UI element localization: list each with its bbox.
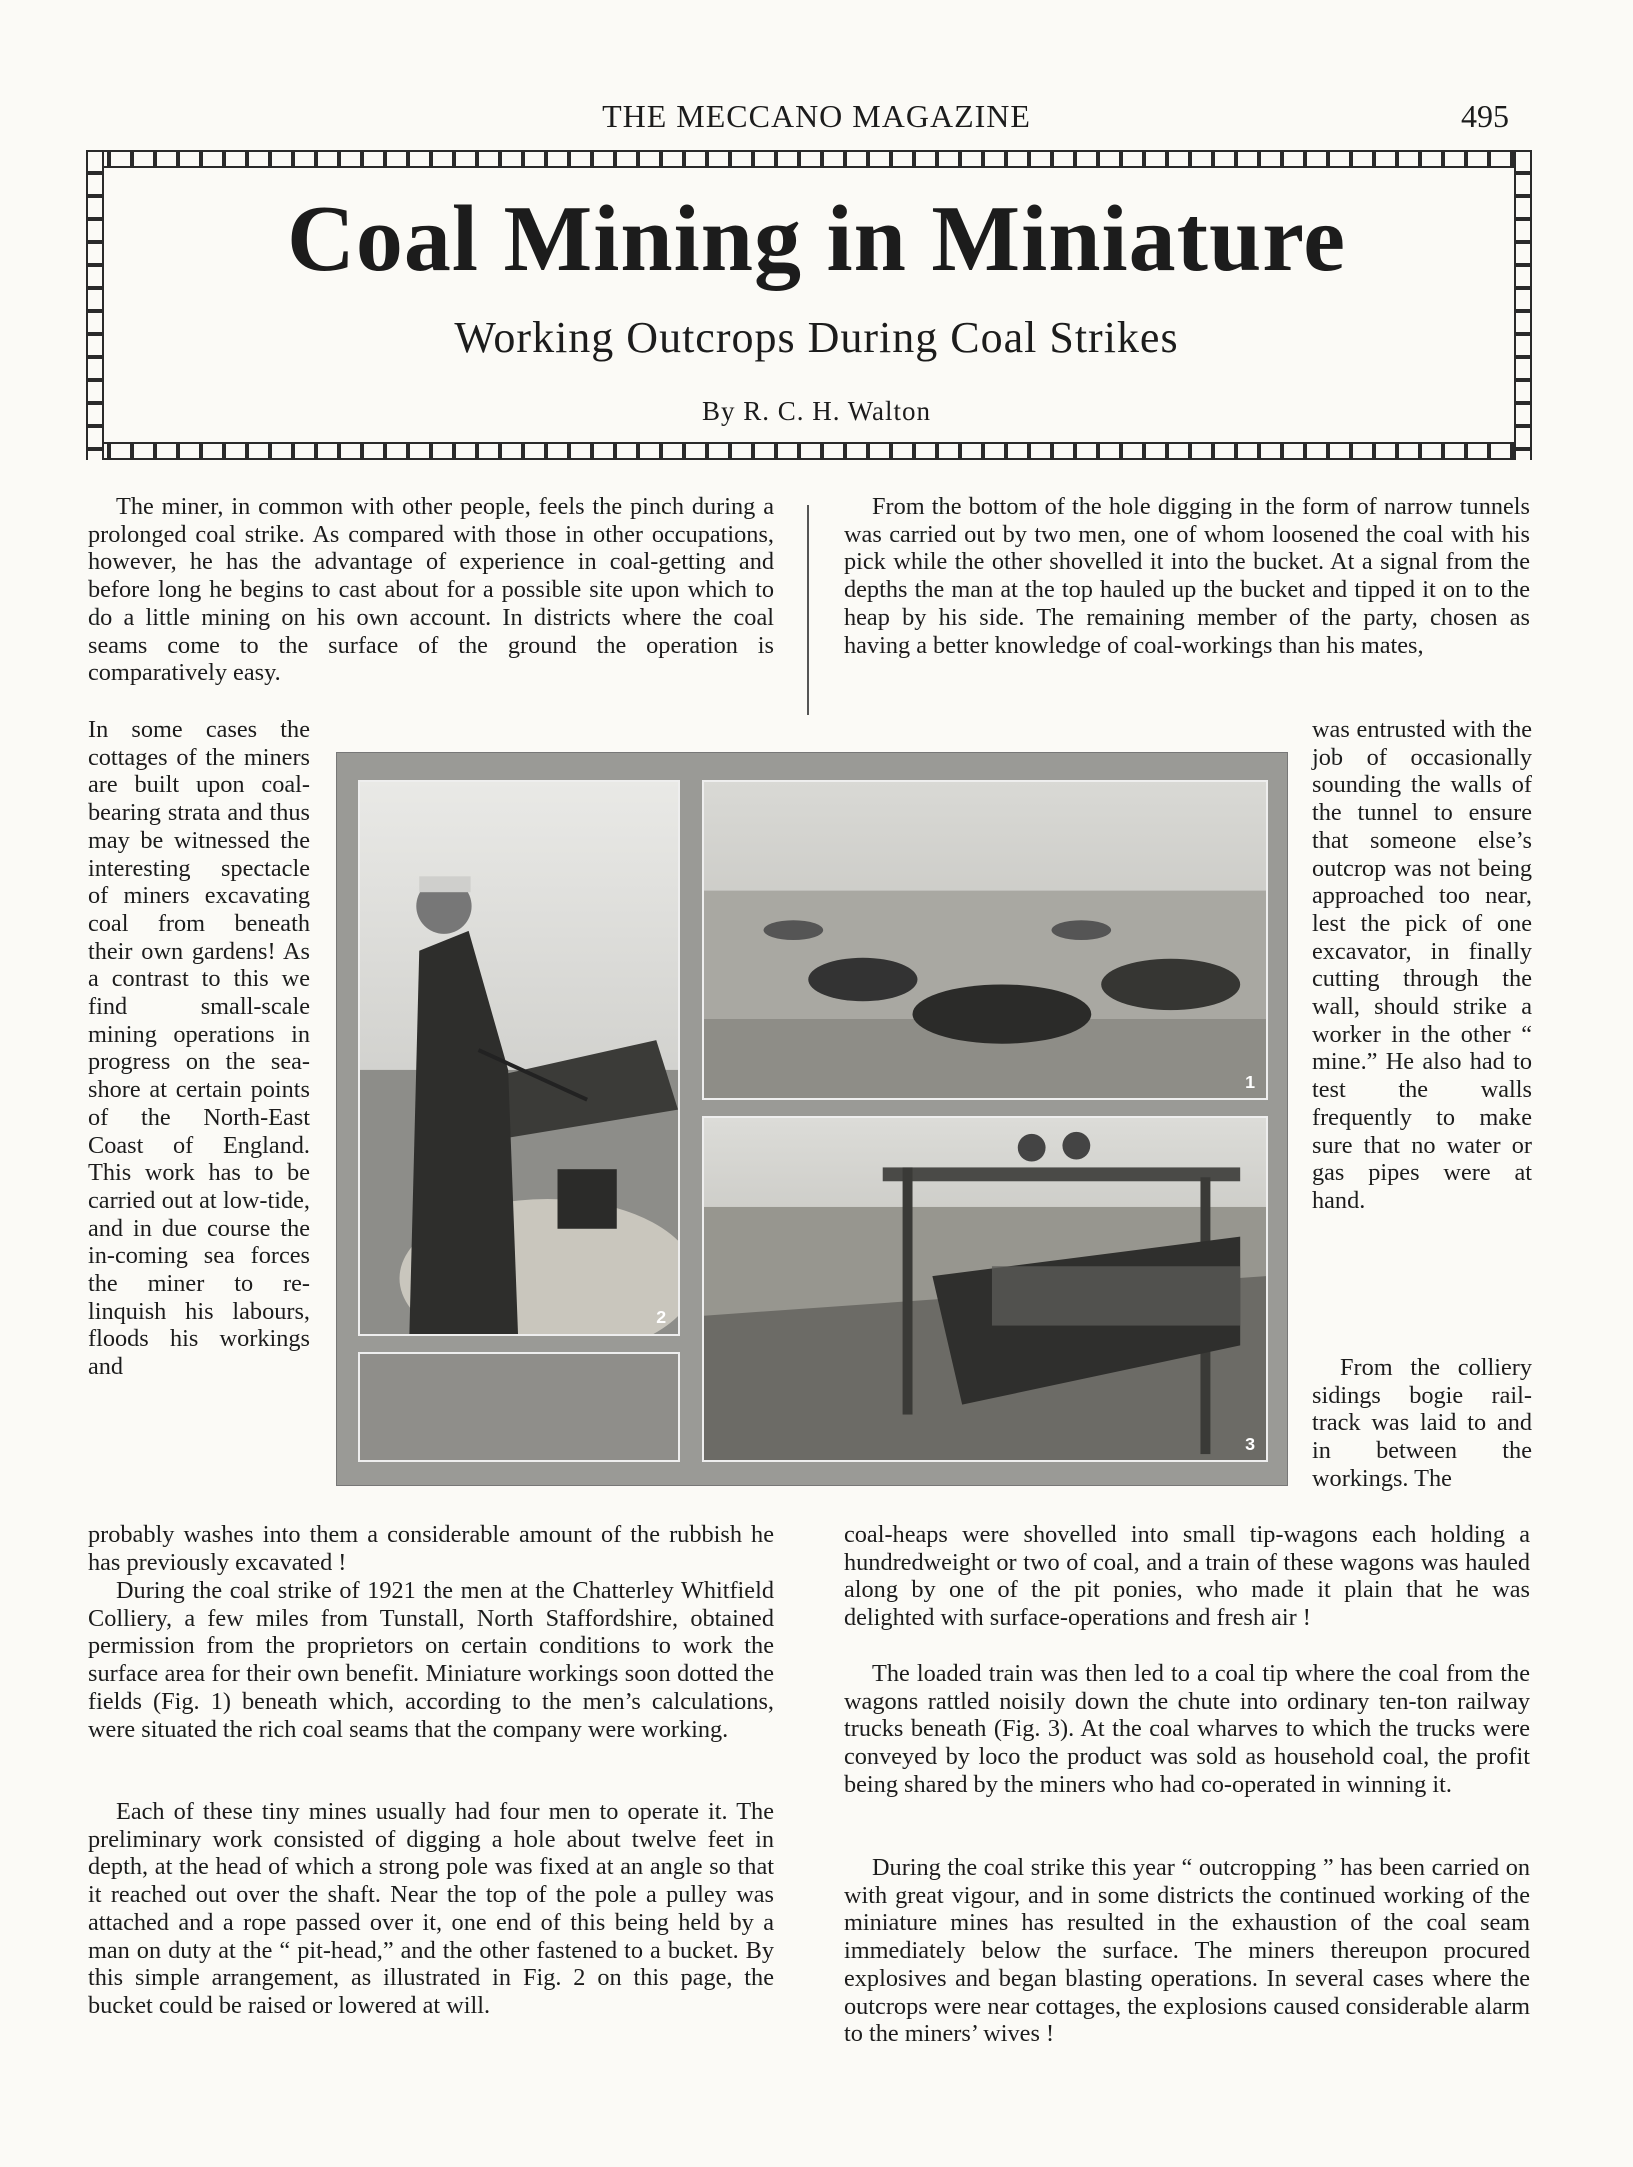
- article-byline: By R. C. H. Walton: [701, 396, 932, 426]
- page-number: 495: [1461, 98, 1509, 134]
- article-subtitle: Working Outcrops During Coal Strikes: [454, 313, 1179, 362]
- right-paragraph-3: During the coal strike this year “ outcropping ” has been carried on with great vigour, and in some districts the continued working of the miniature mines has resulted in the exhaustion of the coal seam immediately below the surface. The miners thereupon procured explosives and began blasting operations. In several cases where the outcrops were near cottages, the explosions caused considerable alarm to the miners’ wives !: [844, 1854, 1530, 2048]
- left-intro-paragraph: The miner, in common with other people, feels the pinch during a prolonged coal strike. As compared with those in other occupations, however, he has the advantage of experience in coal-getting and before long he begins to cast about for a possible site upon which to do a little mining on his own account. In districts where the coal seams come to the surface of the ground the operation is comparatively easy.: [88, 493, 774, 687]
- figure-3-illustration: [704, 1118, 1266, 1460]
- figure-2-photo: [358, 780, 680, 1336]
- left-paragraph-2: During the coal strike of 1921 the men at the Chatterley Whitfield Colliery, a few miles from Tunstall, North Staffordshire, obtained permission from the proprietors on certain conditions to work the surface area for their own benefit. Miniature workings soon dotted the fields (Fig. 1) beneath which, according to the men’s calculations, were situated the rich coal seams that the company were working.: [88, 1577, 774, 1743]
- figure-1-photo: [702, 780, 1268, 1100]
- figure-3-photo: [702, 1116, 1268, 1462]
- right-narrow-paragraph: was entrusted with the job of occasionally sounding the walls of the tunnel to ensure that someone else’s outcrop was not being approached too near, lest the pick of one excavator, in finally cutting through the wall, should strike a worker in the other “ mine.” He also had to test the walls frequently to make sure that no water or gas pipes were at hand.: [1312, 716, 1532, 1214]
- magazine-title: THE MECCANO MAGAZINE: [602, 98, 1031, 134]
- left-narrow-paragraph: In some cases the cottages of the miners are built upon coal-bearing strata and thus may be witnessed the interesting spectacle of miners excavating coal from beneath their own gardens! As a contrast to this we find small-scale mining operations in progress on the sea-shore at certain points of the North-East Coast of England. This work has to be carried out at low-tide, and in due course the in-coming sea forces the miner to re-linquish his labours, floods his workings and: [88, 716, 310, 1381]
- figure-2-illustration: [360, 782, 678, 1334]
- title-frame-bottom: [86, 442, 1532, 460]
- running-head: [0, 98, 1633, 138]
- left-paragraph-3: Each of these tiny mines usually had four men to operate it. The preliminary work consisted of digging a hole about twelve feet in depth, at the head of which a strong pole was fixed at an angle so that it reached out over the shaft. Near the top of the pole a pulley was attached and a rope passed over it, one end of this being held by a man on duty at the “ pit-head,” and the other fastened to a bucket. By this simple arrangement, as illustrated in Fig. 2 on this page, the bucket could be raised or lowered at will.: [88, 1798, 774, 2019]
- blank-panel: [358, 1352, 680, 1462]
- column-rule: [807, 505, 809, 715]
- article-title: Coal Mining in Miniature: [287, 187, 1346, 291]
- figure-1-illustration: [704, 782, 1266, 1098]
- figure-3-number: 3: [1245, 1434, 1256, 1455]
- right-continued-paragraph: coal-heaps were shovelled into small tip-wagons each holding a hundredweight or two of coal, and a train of these wagons was hauled along by one of the pit ponies, who made it plain that he was delighted with surface-operations and fresh air !: [844, 1521, 1530, 1632]
- right-narrow-paragraph-2: From the colliery sidings bogie rail-track was laid to and in between the workings. The: [1312, 1354, 1532, 1492]
- photo-plate: [336, 752, 1288, 1486]
- title-frame-top: [86, 150, 1532, 168]
- figure-2-number: 2: [656, 1307, 667, 1328]
- right-paragraph-2: The loaded train was then led to a coal tip where the coal from the wagons rattled noisily down the chute into ordinary ten-ton railway trucks beneath (Fig. 3). At the coal wharves to which the trucks were conveyed by loco the product was sold as household coal, the profit being shared by the miners who had co-operated in winning it.: [844, 1660, 1530, 1798]
- left-continued-paragraph: probably washes into them a considerable amount of the rubbish he has previously excavated !: [88, 1521, 774, 1576]
- right-top-paragraph: From the bottom of the hole digging in the form of narrow tunnels was carried out by two men, one of whom loosened the coal with his pick while the other shovelled it into the bucket. At a signal from the depths the man at the top hauled up the bucket and tipped it on to the heap by his side. The remaining member of the party, chosen as having a better knowledge of coal-workings than his mates,: [844, 493, 1530, 659]
- figure-1-number: 1: [1245, 1072, 1256, 1093]
